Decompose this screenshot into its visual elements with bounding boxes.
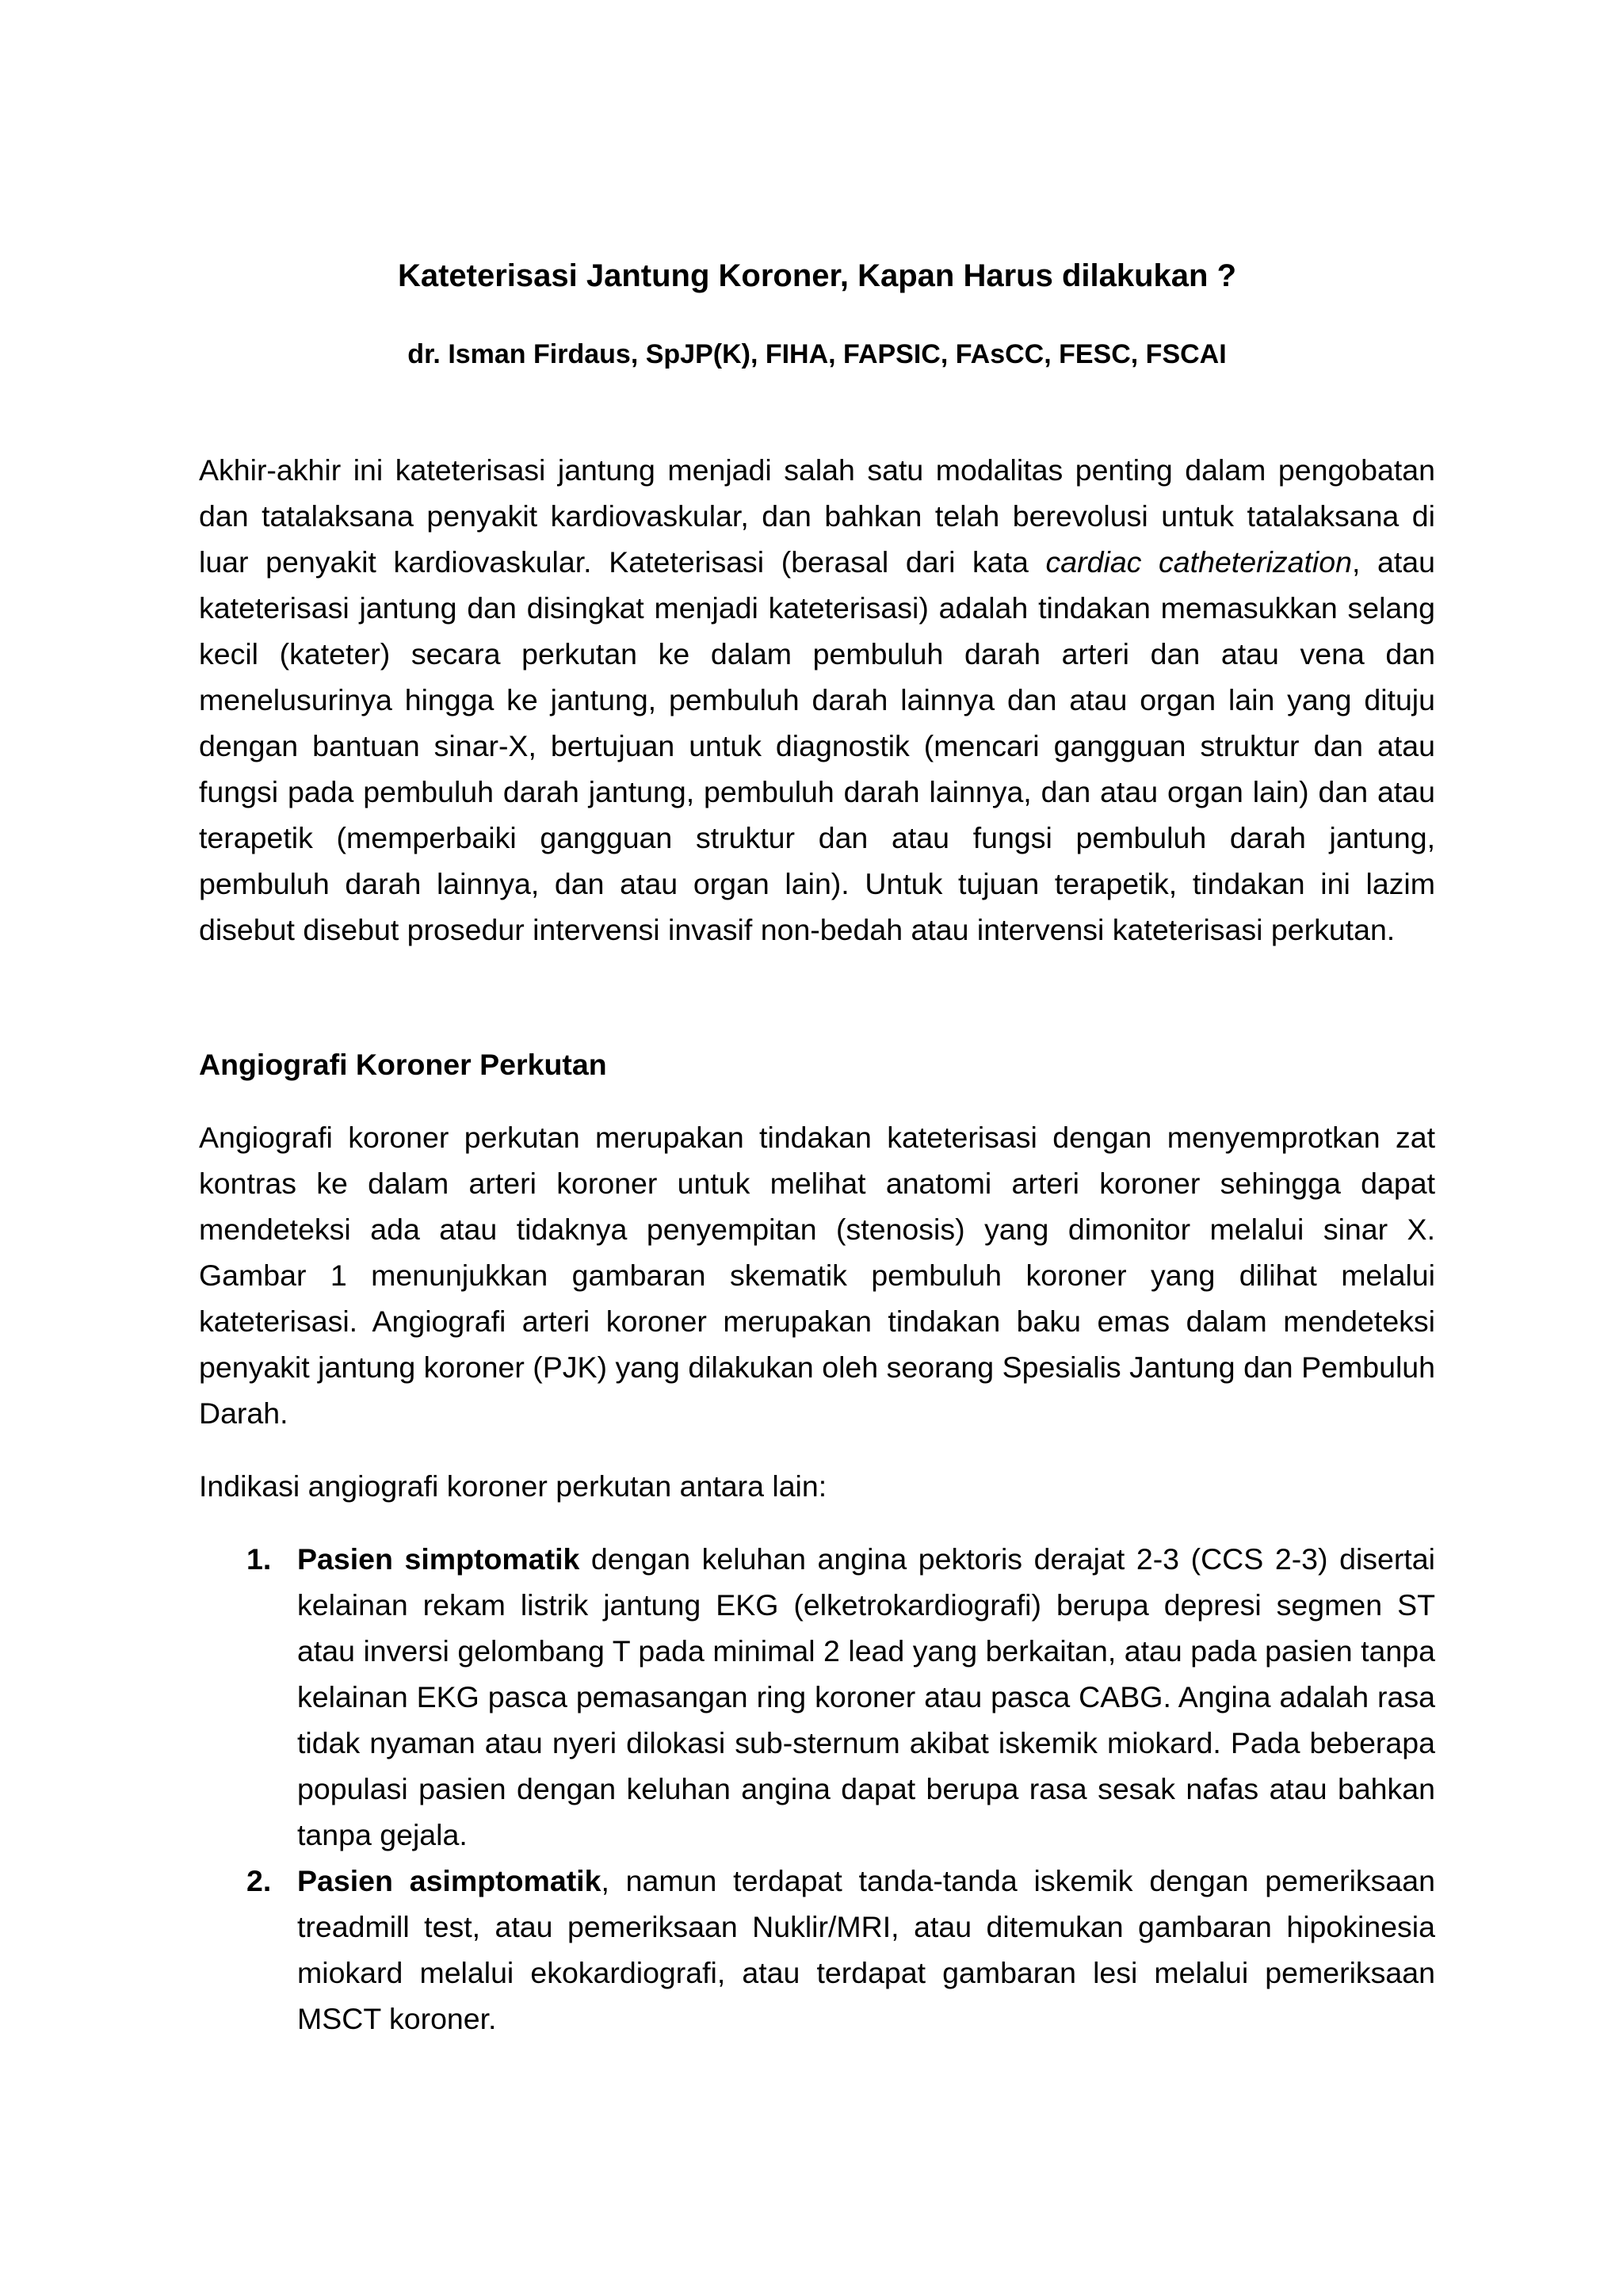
list-item-lead: Pasien simptomatik — [297, 1542, 580, 1576]
list-item-text: , namun terdapat tanda-tanda iskemik dengan pemeriksaan treadmill test, atau pemeriksaan Nuklir/MRI, atau ditemukan gambaran hipokinesia miokard melalui ekokardiografi, atau terdapat gambaran lesi melalui pemeriksaan MSCT koroner. — [297, 1864, 1435, 2035]
list-item-number: 2. — [246, 1864, 272, 1897]
section-heading: Angiografi Koroner Perkutan — [199, 1048, 607, 1081]
list-item — [199, 1858, 1435, 2042]
list-item-number: 1. — [246, 1542, 272, 1576]
list-item-text: dengan keluhan angina pektoris derajat 2-3 (CCS 2-3) disertai kelainan rekam listrik jantung EKG (elketrokardiografi) berupa depresi segmen ST atau inversi gelombang T pada minimal 2 lead yang berkaitan, atau pada pasien tanpa kelainan EKG pasca pemasangan ring koroner atau pasca CABG. Angina adalah rasa tidak nyaman atau nyeri dilokasi sub-sternum akibat iskemik miokard. Pada beberapa populasi pasien dengan keluhan angina dapat berupa rasa sesak nafas atau bahkan tanpa gejala. — [297, 1542, 1435, 1851]
document-page — [199, 252, 1435, 2042]
indikasi-list — [199, 1536, 1435, 2042]
indikasi-intro: Indikasi angiografi koroner perkutan antara lain: — [199, 1469, 827, 1503]
list-item-lead: Pasien asimptomatik — [297, 1864, 601, 1897]
angiografi-paragraph: Angiografi koroner perkutan merupakan tindakan kateterisasi dengan menyemprotkan zat kontras ke dalam arteri koroner untuk melihat anatomi arteri koroner sehingga dapat mendeteksi ada atau tidaknya penyempitan (stenosis) yang dimonitor melalui sinar X. Gambar 1 menunjukkan gambaran skematik pembuluh koroner yang dilihat melalui kateterisasi. Angiografi arteri koroner merupakan tindakan baku emas dalam mendeteksi penyakit jantung koroner (PJK) yang dilakukan oleh seorang Spesialis Jantung dan Pembuluh Darah. — [199, 1121, 1435, 1430]
list-item — [199, 1536, 1435, 1858]
document-title: Kateterisasi Jantung Koroner, Kapan Harus dilakukan ? — [397, 258, 1237, 293]
intro-text-part2: , atau kateterisasi jantung dan disingkat menjadi kateterisasi) adalah tindakan memasukkan selang kecil (kateter) secara perkutan ke dalam pembuluh darah arteri dan atau vena dan menelusurinya hingga ke jantung, pembuluh darah lainnya dan atau organ lain yang dituju dengan bantuan sinar-X, bertujuan untuk diagnostik (mencari gangguan struktur dan atau fungsi pada pembuluh darah jantung, pembuluh darah lainnya, dan atau organ lain) dan atau terapetik (memperbaiki gangguan struktur dan atau fungsi pembuluh darah jantung, pembuluh darah lainnya, dan atau organ lain). Untuk tujuan terapetik, tindakan ini lazim disebut disebut prosedur intervensi invasif non-bedah atau intervensi kateterisasi perkutan. — [199, 545, 1436, 946]
author-line: dr. Isman Firdaus, SpJP(K), FIHA, FAPSIC, FAsCC, FESC, FSCAI — [407, 339, 1227, 369]
intro-paragraph — [199, 447, 1435, 953]
intro-text-part1: Akhir-akhir ini kateterisasi jantung menjadi salah satu modalitas penting dalam pengobatan dan tatalaksana penyakit kardiovaskular, dan bahkan telah berevolusi untuk tatalaksana di luar penyakit kardiovaskular. Kateterisasi (berasal dari kata — [199, 453, 1435, 579]
intro-italic-term: cardiac catheterization — [1045, 545, 1352, 579]
